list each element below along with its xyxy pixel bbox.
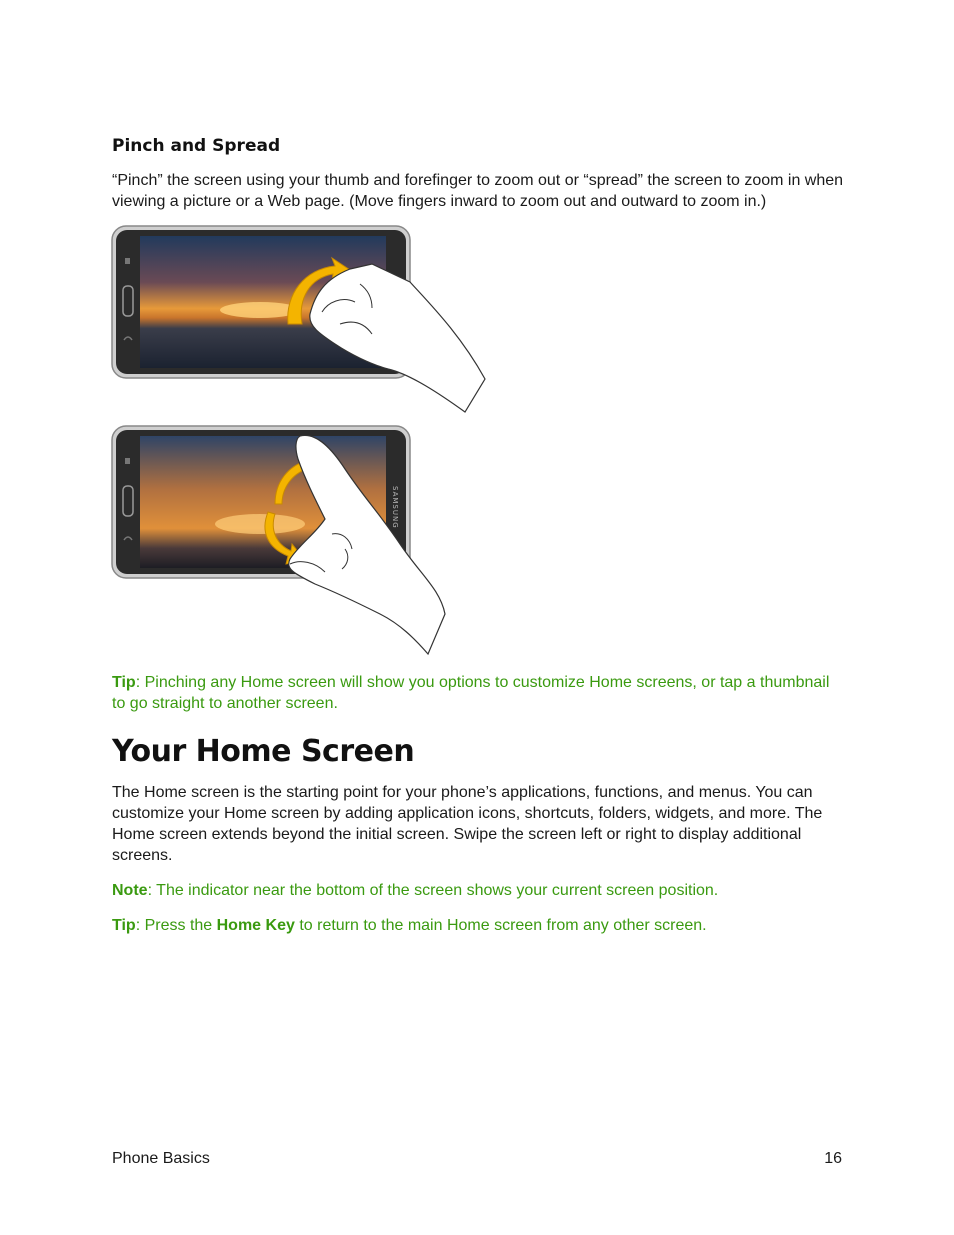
- tip-label: Tip: [112, 674, 136, 691]
- spread-illustration: [110, 424, 490, 656]
- page-number: 16: [824, 1150, 842, 1167]
- section-heading: Pinch and Spread: [112, 136, 281, 156]
- note-label: Note: [112, 882, 148, 899]
- home-key-label: Home Key: [216, 917, 295, 934]
- pinch-description: “Pinch” the screen using your thumb and forefinger to zoom out or “spread” the screen to zoom in when viewing a picture or a Web page. (Move fingers inward to zoom out and outward to zoom in.): [112, 172, 844, 210]
- tip-pinch: [112, 672, 847, 714]
- recent-apps-icon: [125, 258, 130, 264]
- tip-text: to return to the main Home screen from any other screen.: [294, 917, 707, 934]
- footer-section: Phone Basics: [112, 1150, 210, 1167]
- note-indicator: [112, 880, 847, 901]
- note-text: : The indicator near the bottom of the screen shows your current screen position.: [147, 882, 719, 899]
- page-title: Your Home Screen: [112, 734, 415, 769]
- brand-logo: SAMSUNG: [391, 486, 399, 529]
- pinch-illustration: [110, 224, 490, 414]
- tip-text: : Press the: [135, 917, 217, 934]
- home-screen-description: The Home screen is the starting point for your phone’s applications, functions, and menus. You can customize your Home screen by adding application icons, shortcuts, folders, widgets, and more. The Home screen extends beyond the initial screen. Swipe the screen left or right to display additional screens.: [112, 784, 823, 864]
- tip-label: Tip: [112, 917, 136, 934]
- tip-text: : Pinching any Home screen will show you options to customize Home screens, or tap a thumbnail to go straight to another screen.: [112, 674, 830, 712]
- hand-icon: [310, 264, 485, 412]
- recent-apps-icon: [125, 458, 130, 464]
- tip-home-key: [112, 915, 847, 936]
